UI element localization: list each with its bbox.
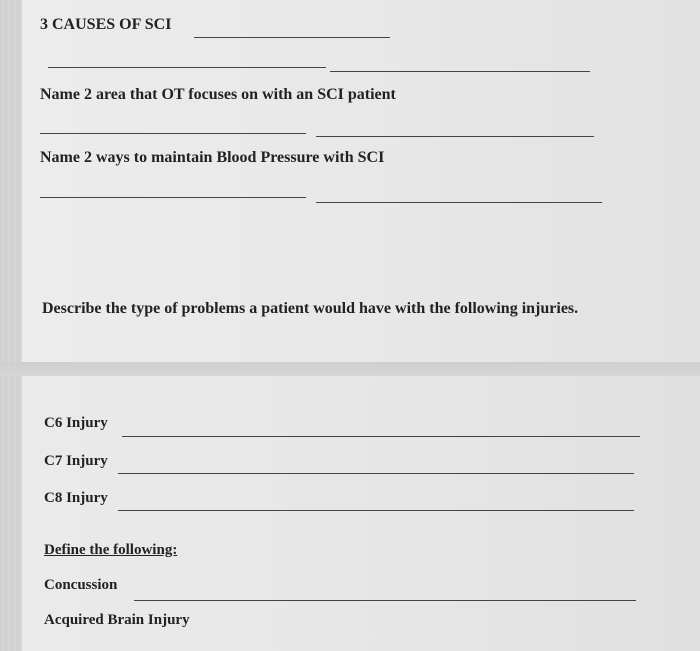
question-ot-focus-areas: Name 2 area that OT focuses on with an SCI patient	[40, 86, 396, 103]
answer-line-c8	[118, 510, 634, 511]
injury-label-c6: C6 Injury	[44, 415, 108, 431]
answer-line-bp-1	[40, 197, 306, 198]
worksheet-bottom-section	[22, 376, 700, 651]
injury-label-c7: C7 Injury	[44, 453, 108, 469]
question-injury-problems: Describe the type of problems a patient would have with the following injuries.	[42, 300, 579, 317]
question-blood-pressure: Name 2 ways to maintain Blood Pressure with SCI	[40, 149, 385, 166]
answer-line-concussion	[134, 600, 636, 601]
answer-line-ot-2	[316, 136, 594, 137]
answer-line-c7	[118, 473, 634, 474]
answer-line-ot-1	[40, 133, 306, 134]
answer-line-bp-2	[316, 202, 602, 203]
answer-line-c6	[122, 436, 640, 437]
answer-line-causes-2	[48, 67, 326, 68]
injury-label-c8: C8 Injury	[44, 490, 108, 506]
define-label-concussion: Concussion	[44, 577, 118, 593]
answer-line-causes-3	[330, 71, 590, 72]
section-divider-band	[0, 362, 700, 376]
define-heading: Define the following:	[44, 542, 178, 558]
left-edge-strip	[0, 0, 22, 651]
define-label-acquired-brain-injury: Acquired Brain Injury	[44, 612, 190, 628]
answer-line-causes-1	[194, 37, 390, 38]
question-causes-of-sci: 3 CAUSES OF SCI	[40, 16, 172, 33]
